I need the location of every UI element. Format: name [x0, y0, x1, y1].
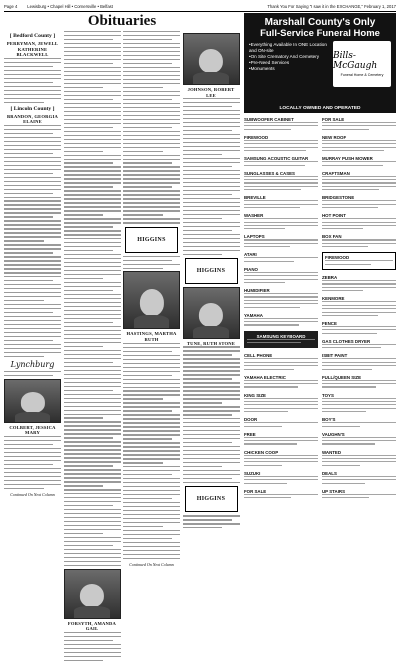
classified-lead: PIANO [244, 266, 258, 272]
classified-ad [322, 117, 396, 130]
classified-ad [322, 339, 396, 348]
classified-ad [244, 234, 318, 247]
classified-lead: HOT POINT [322, 213, 346, 219]
logo-subtitle: Funeral Home & Cemetery [340, 73, 384, 77]
obit-photo [123, 271, 180, 329]
ad-bullet: • Monuments [249, 66, 333, 72]
section-lincoln: [ Lincoln County ] [10, 105, 55, 112]
classified-ad [244, 156, 318, 165]
classified-lead: CRAFTSMAN [322, 170, 350, 176]
classified-ad [322, 375, 396, 388]
classified-ad [244, 331, 318, 349]
classified-lead: ISBIT PAINT [322, 353, 348, 359]
classified-ad [244, 471, 318, 484]
classified-lead: FENCE [322, 321, 337, 326]
funeral-home-script-logo: Lynchburg [10, 359, 55, 369]
classified-lead: FIREWOOD [244, 134, 269, 140]
obit-body [183, 515, 240, 528]
obit-body [123, 256, 180, 269]
obit-body [64, 31, 121, 566]
obit-column-1 [4, 31, 61, 609]
classified-ad [244, 417, 318, 426]
classified-ad [322, 275, 396, 291]
classified-ad [244, 135, 318, 151]
obit-photo [4, 379, 61, 423]
obit-name: BRANDON, GEORGIA ELAINE [7, 113, 58, 125]
classified-lead: BOY'S [322, 417, 336, 423]
classified-lead: FOR SALE [244, 488, 267, 494]
classified-lead: LAPTOPS [244, 234, 265, 240]
classified-ad [322, 321, 396, 334]
classified-ad [244, 195, 318, 208]
page-header [4, 2, 396, 12]
classified-lead: WANTED [322, 449, 342, 455]
classified-lead: FREE [244, 431, 256, 437]
classified-column-a [244, 117, 318, 609]
classified-lead: YAMAHA [244, 312, 263, 318]
classified-lead: KENMORE [322, 296, 345, 302]
higgins-funeral-home-logo: HIGGINS [185, 258, 238, 284]
obit-body [183, 98, 240, 255]
classified-ad [322, 417, 396, 426]
obit-body [4, 58, 61, 103]
classified-ad [322, 213, 396, 229]
classified-lead: FOR SALE [322, 117, 345, 122]
obit-column-2 [64, 31, 121, 632]
classified-ad [322, 135, 396, 151]
classified-lead: SAMSUNG ACOUSTIC GUITAR [244, 156, 309, 162]
classified-lead: FULL/QUEEN SIZE [322, 374, 362, 380]
classified-ad [244, 117, 318, 130]
continued-note: Continued On Next Column [129, 561, 174, 567]
classified-ad [244, 267, 318, 283]
obituaries-section [4, 13, 240, 632]
obit-column-3 [123, 31, 180, 609]
classified-lead: CHICKEN COOP [244, 449, 279, 455]
obituaries-heading: Obituaries [87, 13, 157, 29]
classifieds [244, 117, 396, 609]
obit-body [4, 436, 61, 489]
classified-ad [244, 432, 318, 445]
classified-lead: WASHER [244, 213, 264, 219]
classified-ad [322, 432, 396, 445]
classified-ad [244, 450, 318, 466]
ad-footer: LOCALLY OWNED AND OPERATED [279, 106, 361, 111]
classified-lead: ATARI [244, 252, 257, 258]
classified-ad [244, 313, 318, 326]
classified-ad [322, 296, 396, 316]
classified-lead: YAMAHA ELECTRIC [244, 374, 286, 380]
obit-column-4 [183, 31, 240, 609]
obit-name: FORSYTH, AMANDA GAIL [67, 620, 117, 632]
classified-ad [322, 195, 396, 208]
obit-photo [183, 33, 240, 85]
obit-name: PERRYMAN, JEWELL KATHERINE BLACKWELL [6, 41, 59, 58]
classified-ad [244, 252, 318, 261]
paper-name: Lewisburg • Chapel Hill • Cornersville • Belfast [27, 4, 113, 9]
ad-bullet: • Pre-Need Services [249, 60, 333, 66]
obit-body [123, 31, 180, 224]
classified-ad [244, 353, 318, 369]
classified-lead: BRIDGESTONE [322, 195, 355, 201]
ad-bullet: • Everything Available In ONE Location and ON-site [249, 42, 333, 54]
classified-ad [322, 353, 396, 369]
classified-lead: VAUGHN'S [322, 431, 345, 437]
classified-lead: HUMIDIFIER [244, 288, 270, 294]
classified-ad [244, 213, 318, 229]
classified-ad [322, 393, 396, 413]
classified-ad [322, 489, 396, 498]
ad-headline-1: Marshall County's Only [264, 17, 376, 28]
classified-ad [322, 171, 396, 191]
obit-body [123, 343, 180, 559]
classified-lead: GAS CLOTHES DRYER [322, 338, 371, 344]
obit-photo [183, 287, 240, 339]
obit-name: JOHNSON, ROBERT LEE [187, 87, 235, 98]
classified-lead: ZEBRA [322, 275, 338, 281]
higgins-funeral-home-logo: HIGGINS [185, 486, 238, 512]
classified-lead: FIREWOOD [325, 255, 350, 261]
classified-ad [322, 450, 396, 466]
classified-ad [322, 471, 396, 484]
obit-body [183, 346, 240, 483]
obit-body [4, 371, 61, 376]
classified-lead: TOYS [322, 392, 334, 398]
obit-name: TUNE, RUTH STONE [186, 340, 236, 346]
ad-bullet: • On Site Crematory And Cemetery [249, 54, 333, 60]
classified-lead: BOX FAN [322, 234, 342, 240]
classified-lead: SUBWOOFER CABINET [244, 117, 294, 122]
classified-ad [244, 171, 318, 191]
page-number: Page 4 [4, 4, 18, 9]
right-column [244, 13, 396, 609]
obit-name: COLBERT, JESSICA MARY [9, 424, 56, 436]
classified-ad [322, 252, 396, 270]
classified-lead: CELL PHONE [244, 353, 273, 359]
higgins-funeral-home-logo: HIGGINS [125, 227, 178, 253]
funeral-home-ad [244, 13, 396, 113]
classified-ad [244, 288, 318, 308]
classified-ad [244, 375, 318, 388]
classified-lead: UP STAIRS [322, 488, 346, 494]
classified-column-b [322, 117, 396, 609]
ad-bullets [249, 42, 333, 72]
header-tagline: Thank You For Saying "I saw it in the EXCHANGE," February 1, 2017 [267, 4, 396, 9]
classified-lead: DEALS [322, 470, 337, 476]
classified-lead: KING SIZE [244, 392, 266, 398]
logo-signature: Bills-McGaugh [333, 51, 378, 71]
classified-lead: MURRAY PUSH MOWER [322, 156, 373, 162]
obit-name: HASTINGS, MARTHA RUTH [126, 331, 177, 343]
obit-body [4, 125, 61, 357]
continued-note: Continued On Next Column [10, 491, 55, 497]
classified-ad [322, 234, 396, 247]
classified-lead: BREVILLE [244, 195, 266, 201]
classified-lead: DOOR [244, 417, 258, 423]
classified-lead: SAMSUNG KEYBOARD [256, 333, 306, 339]
classified-lead: NEW ROOF [322, 134, 347, 140]
classified-lead: SUNGLASSES & CASES [244, 170, 295, 176]
classified-ad [322, 156, 396, 165]
obit-photo [64, 569, 121, 619]
classified-lead: SUZUKI [244, 470, 261, 476]
obit-body [64, 632, 121, 661]
classified-ad [244, 489, 318, 498]
section-bedford: [ Bedford County ] [9, 33, 56, 39]
bills-mcgaugh-logo [333, 41, 391, 87]
ad-headline-2: Full-Service Funeral Home [260, 28, 380, 39]
classified-ad [244, 393, 318, 413]
